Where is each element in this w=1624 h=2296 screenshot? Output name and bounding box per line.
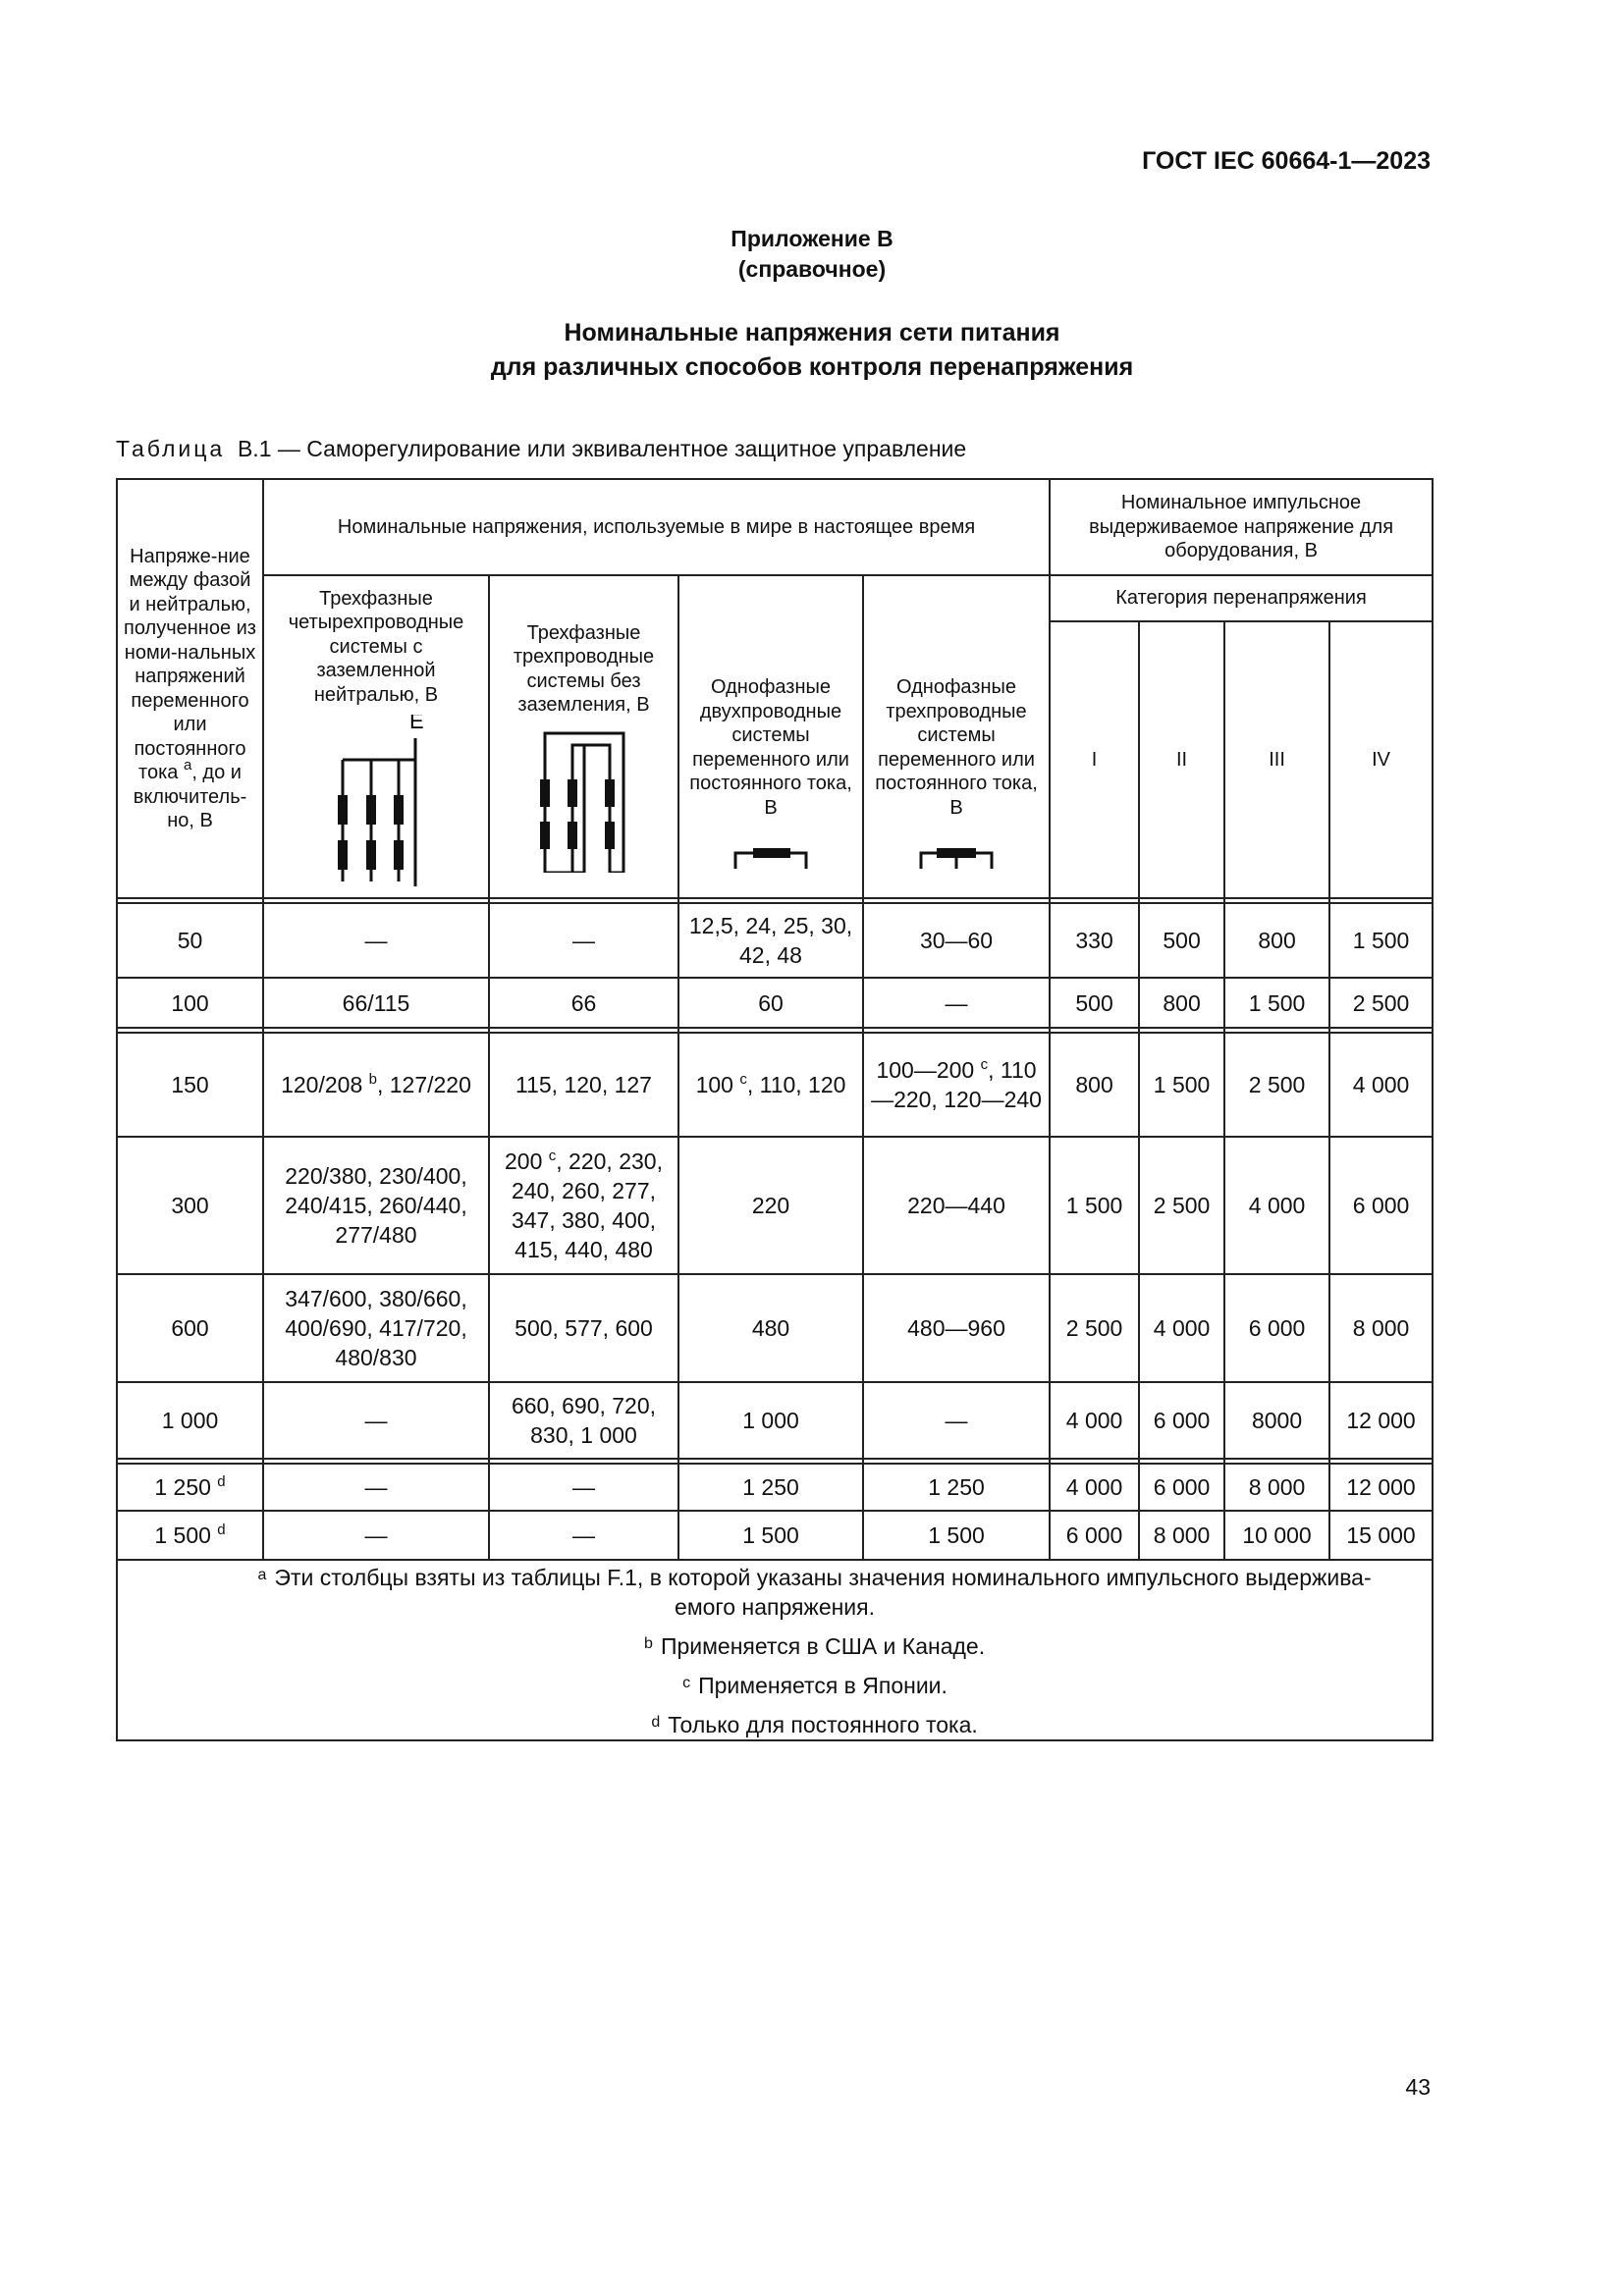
voltage-table <box>116 478 1434 1741</box>
title-line-1: Номинальные напряжения сети питания <box>564 319 1060 347</box>
appendix-heading <box>0 224 1624 285</box>
footnote-ref-c: c <box>980 1056 989 1073</box>
footnote-ref-c: c <box>739 1071 747 1088</box>
footnote-ref-b: b <box>368 1071 377 1088</box>
footnote-ref-a: a <box>183 757 192 774</box>
document-id: ГОСТ IEC 60664-1—2023 <box>1142 147 1431 175</box>
appendix-type: (справочное) <box>737 256 887 282</box>
category-i: I <box>1050 621 1139 898</box>
header-nominal-voltages: Номинальные напряжения, используемые в мире в настоящее время <box>263 479 1050 575</box>
table-caption <box>116 436 966 462</box>
footnotes-row <box>117 1560 1433 1740</box>
caption-number: B.1 <box>237 436 272 461</box>
footnote-b: b Применяется в США и Канаде. <box>644 1633 986 1659</box>
table-row: 600 347/600, 380/660, 400/690, 417/720, 480/830 500, 577, 600 480 480—960 2 500 4 000 6 000 8 000 <box>117 1274 1433 1382</box>
footnote-a: a Эти столбцы взяты из таблицы F.1, в которой указаны значения номинального импульсного выдержива- емого напряжения. <box>257 1565 1372 1620</box>
header-row-1 <box>117 479 1433 575</box>
header-single-phase-two-wire: Однофазные двухпроводные системы переменного или постоянного тока, В <box>678 575 863 898</box>
table-row: 1 250 $^d$ — — 1 250 1 250 4 000 6 000 8 000 12 000 <box>117 1464 1433 1511</box>
page-title <box>0 316 1624 385</box>
category-iii: III <box>1224 621 1329 898</box>
category-iv: IV <box>1329 621 1433 898</box>
table-row: 150 120/208 $^b$, 127/220 115, 120, 127 100 $^c$, 110, 120 100—200 $^c$, 110—220, 120—240 800 1 500 2 500 4 000 <box>117 1033 1433 1137</box>
footnote-d: d Только для постоянного тока. <box>651 1712 978 1737</box>
footnote-ref-c: c <box>548 1148 557 1164</box>
header-three-phase-four-wire: Трехфазные четырехпроводные системы с заземленной нейтралью, В E <box>263 575 489 898</box>
single-phase-two-wire-diagram <box>731 841 810 871</box>
three-phase-four-wire-diagram <box>317 715 435 886</box>
single-phase-three-wire-diagram <box>917 841 996 871</box>
footnote-c: c Применяется в Японии. <box>682 1673 947 1698</box>
table-row: 50 — — 12,5, 24, 25, 30, 42, 48 30—60 330 500 800 1 500 <box>117 903 1433 978</box>
table-row: 100 66/115 66 60 — 500 800 1 500 2 500 <box>117 978 1433 1028</box>
header-impulse-voltage: Номинальное импульсное выдерживаемое напряжение для оборудования, В <box>1050 479 1433 575</box>
footnote-ref-d: d <box>217 1522 226 1538</box>
header-single-phase-three-wire: Однофазные трехпроводные системы переменного или постоянного тока, В <box>863 575 1050 898</box>
header-three-phase-three-wire: Трехфазные трехпроводные системы без заземления, В <box>489 575 678 898</box>
appendix-label: Приложение B <box>731 226 893 251</box>
title-line-2: для различных способов контроля перенапряжения <box>490 353 1134 381</box>
caption-prefix: Таблица <box>116 436 226 461</box>
caption-text: — Саморегулирование или эквивалентное защитное управление <box>271 436 967 461</box>
table-row: 300 220/380, 230/400, 240/415, 260/440, 277/480 200 $^c$, 220, 230, 240, 260, 277, 347, 380, 400, 415, 440, 480 220 220—440 1 500 2 500 4 000 6 000 <box>117 1137 1433 1274</box>
footnote-ref-d: d <box>217 1473 226 1490</box>
three-phase-three-wire-diagram <box>525 725 643 873</box>
header-voltage-phase-neutral: Напряже-ние между фазой и нейтралью, полученное из номи-нальных напряжений переменного или постоянного тока $^a$, до и включитель-но, В <box>117 479 263 898</box>
table-row: 1 000 — 660, 690, 720, 830, 1 000 1 000 — 4 000 6 000 8000 12 000 <box>117 1382 1433 1459</box>
table-row: 1 500 $^d$ — — 1 500 1 500 6 000 8 000 10 000 15 000 <box>117 1511 1433 1560</box>
table-footnotes <box>117 1560 1433 1740</box>
category-ii: II <box>1139 621 1224 898</box>
page-number: 43 <box>1405 2074 1431 2100</box>
earth-label: E <box>409 715 424 734</box>
header-overvoltage-category: Категория перенапряжения <box>1050 575 1433 621</box>
header-row-2 <box>117 575 1433 621</box>
